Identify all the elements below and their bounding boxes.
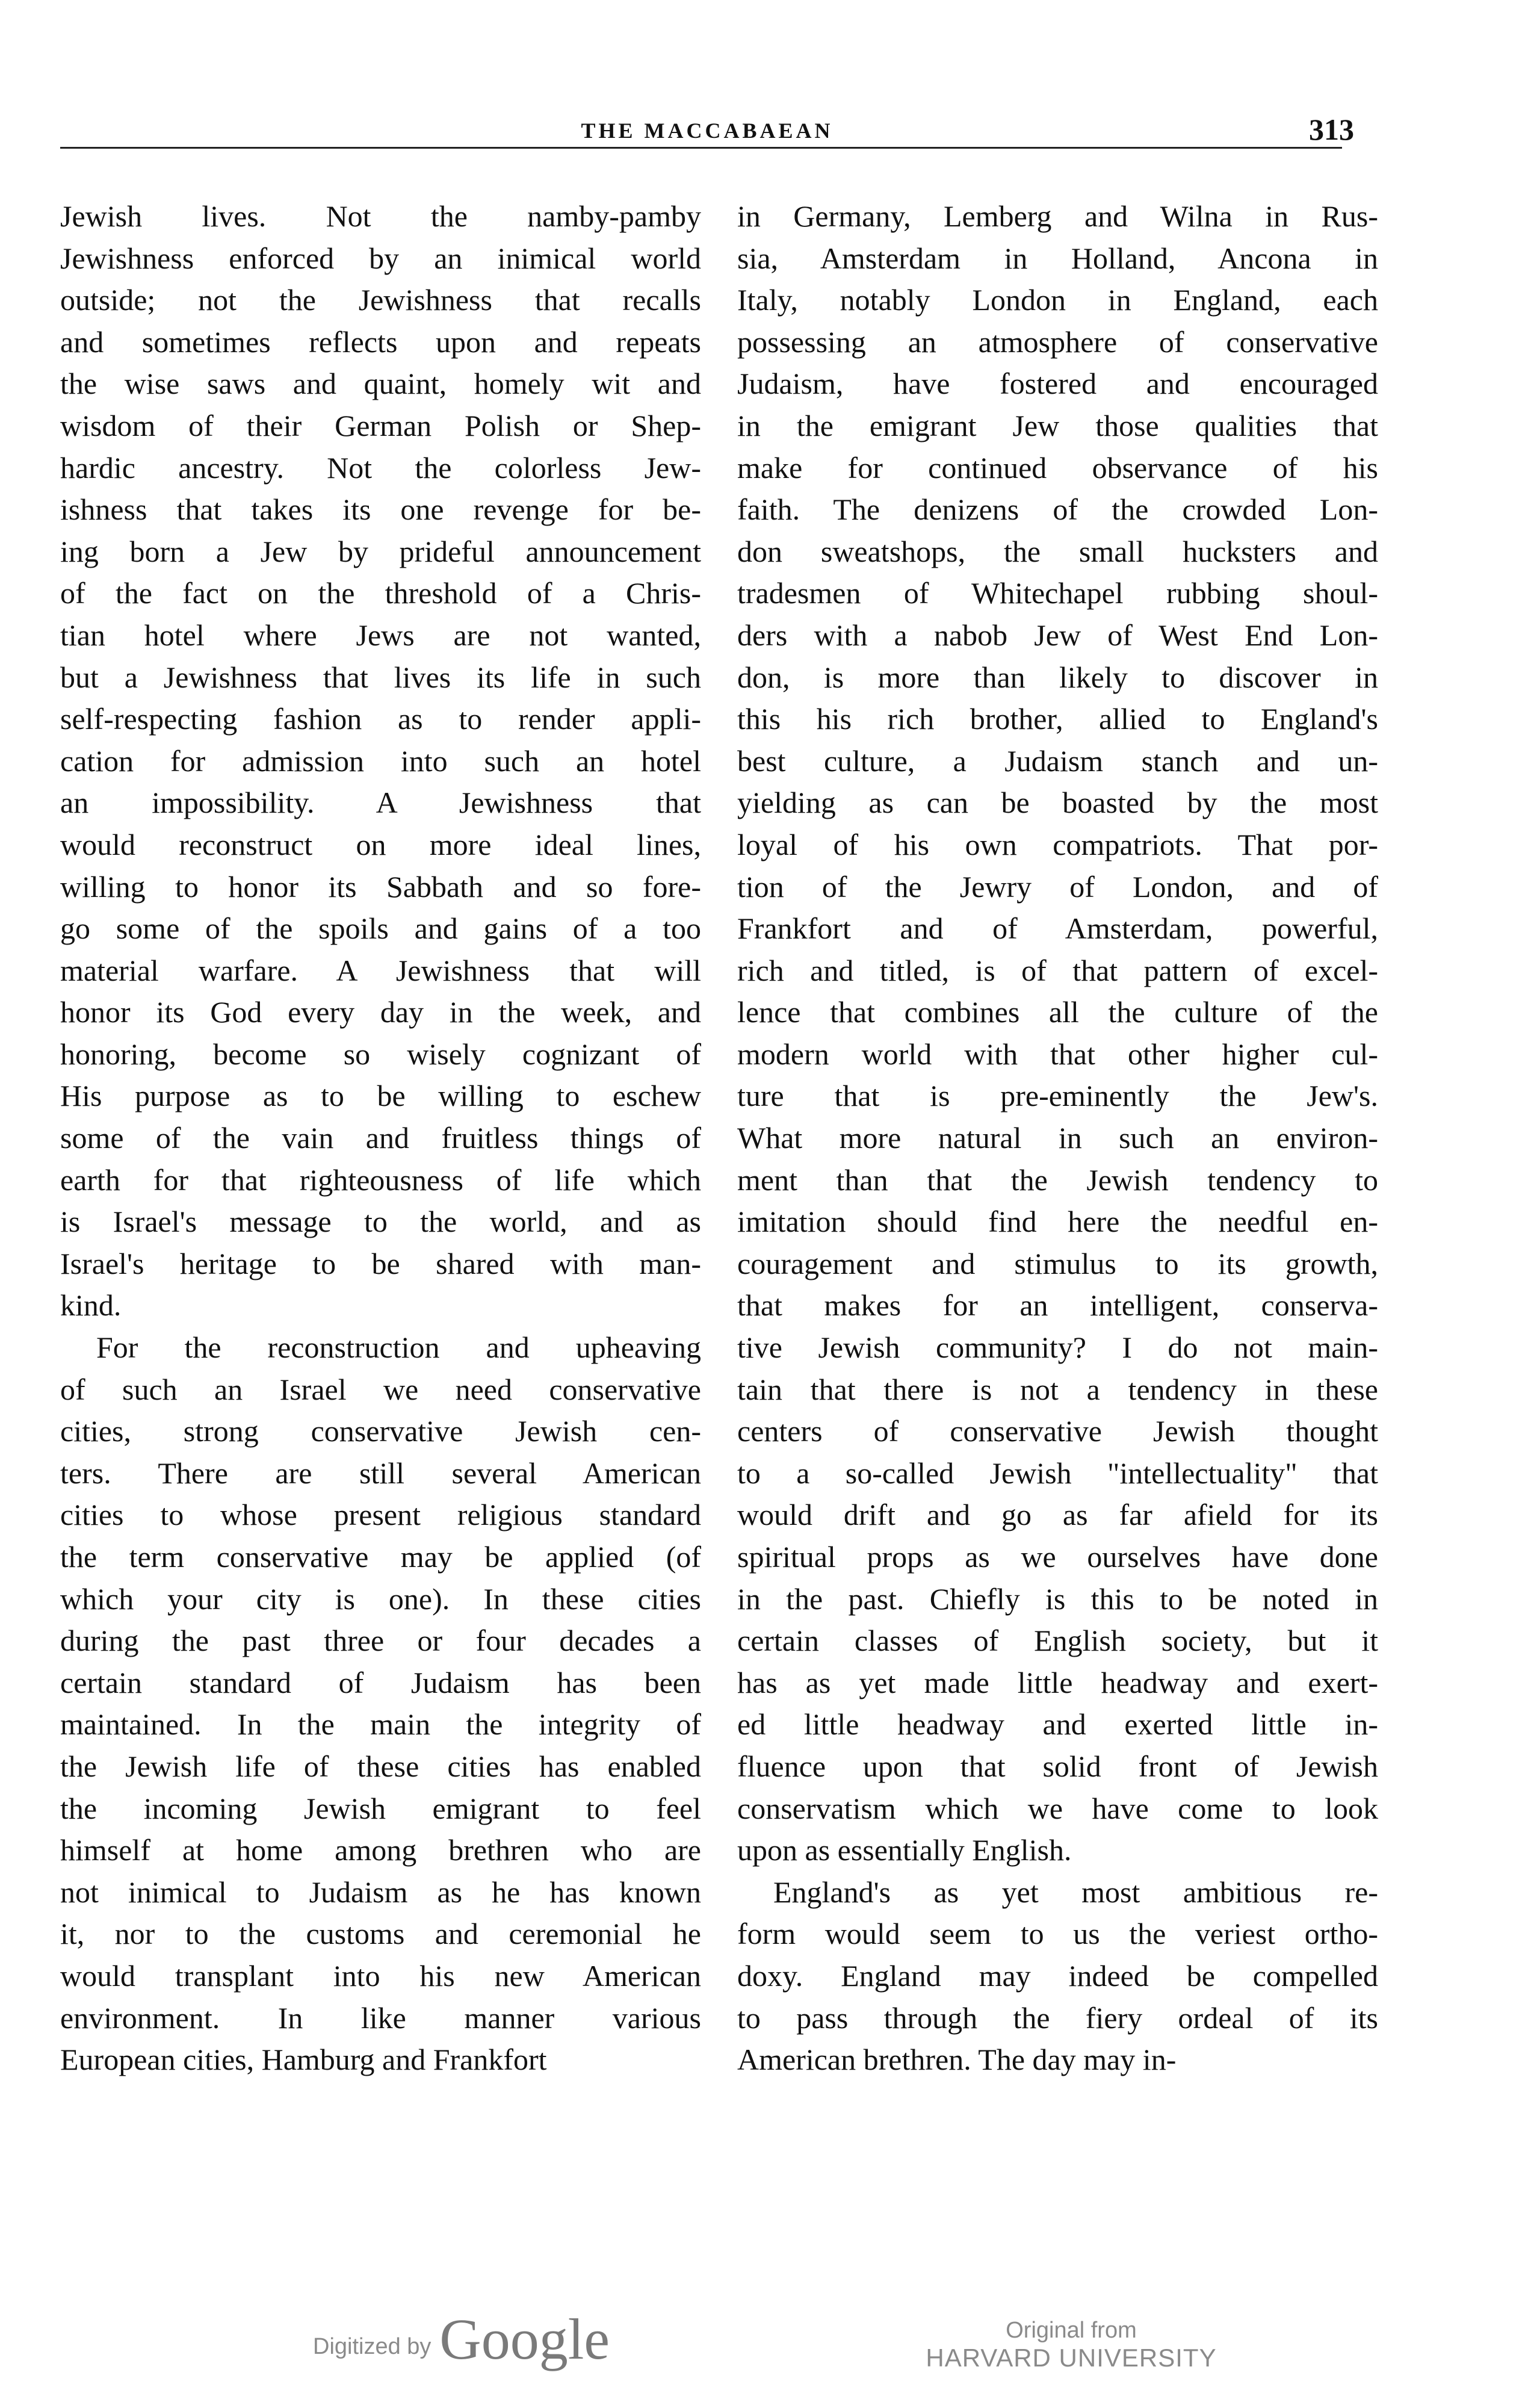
text-line: What more natural in such an environ-	[737, 1121, 1378, 1155]
text-line: in the past. Chiefly is this to be noted in	[737, 1581, 1378, 1616]
original-from-footer	[903, 2318, 1240, 2372]
text-line: which your city is one). In these cities	[60, 1581, 701, 1616]
text-line: that makes for an intelligent, conserva-	[737, 1288, 1378, 1323]
text-line: would reconstruct on more ideal lines,	[60, 827, 701, 861]
text-line: tradesmen of Whitechapel rubbing shoul-	[737, 576, 1378, 610]
text-line: Jewish lives. Not the namby-pamby	[60, 199, 701, 233]
text-line: is Israel's message to the world, and as	[60, 1205, 701, 1239]
original-from-label: Original from	[1006, 2318, 1137, 2343]
text-line: not inimical to Judaism as he has known	[60, 1875, 701, 1909]
page-number: 313	[1309, 113, 1354, 146]
text-line: make for continued observance of his	[737, 450, 1378, 485]
text-line: wisdom of their German Polish or Shep-	[60, 408, 701, 442]
text-line: to a so-called Jewish "intellectuality" that	[737, 1456, 1378, 1490]
text-line: Israel's heritage to be shared with man-	[60, 1246, 701, 1280]
text-line: couragement and stimulus to its growth,	[737, 1246, 1378, 1280]
text-line: and sometimes reflects upon and repeats	[60, 324, 701, 359]
text-line: an impossibility. A Jewishness that	[60, 786, 701, 820]
text-line: certain classes of English society, but it	[737, 1624, 1378, 1658]
text-line: tive Jewish community? I do not main-	[737, 1330, 1378, 1365]
text-line: self-respecting fashion as to render appli-	[60, 702, 701, 736]
text-line: to pass through the fiery ordeal of its	[737, 2000, 1378, 2035]
text-line: cities, strong conservative Jewish cen-	[60, 1414, 701, 1448]
text-line: doxy. England may indeed be compelled	[737, 1958, 1378, 1993]
text-line: faith. The denizens of the crowded Lon-	[737, 492, 1378, 527]
text-line: of such an Israel we need conservative	[60, 1372, 701, 1406]
text-line: during the past three or four decades a	[60, 1624, 701, 1658]
text-line: certain standard of Judaism has been	[60, 1665, 701, 1699]
text-line: tian hotel where Jews are not wanted,	[60, 618, 701, 652]
text-line: himself at home among brethren who are	[60, 1833, 701, 1867]
text-line: honor its God every day in the week, and	[60, 995, 701, 1029]
header-rule	[60, 147, 1342, 149]
text-line: form would seem to us the veriest ortho-	[737, 1917, 1378, 1951]
text-line: this his rich brother, allied to England's	[737, 702, 1378, 736]
text-line: fluence upon that solid front of Jewish	[737, 1749, 1378, 1783]
text-line: the wise saws and quaint, homely wit and	[60, 367, 701, 401]
text-line: would transplant into his new American	[60, 1958, 701, 1993]
institution-label: HARVARD UNIVERSITY	[926, 2344, 1217, 2372]
running-header	[60, 113, 1354, 154]
text-line: yielding as can be boasted by the most	[737, 786, 1378, 820]
text-line: it, nor to the customs and ceremonial he	[60, 1917, 701, 1951]
text-line: don sweatshops, the small hucksters and	[737, 534, 1378, 568]
text-line: spiritual props as we ourselves have done	[737, 1540, 1378, 1574]
google-logo: Google	[439, 2307, 610, 2371]
text-line: ters. There are still several American	[60, 1456, 701, 1490]
text-line: outside; not the Jewishness that recalls	[60, 283, 701, 317]
text-line: the incoming Jewish emigrant to feel	[60, 1791, 701, 1825]
text-line: environment. In like manner various	[60, 2000, 701, 2035]
text-line: England's as yet most ambitious re-	[773, 1875, 1378, 1909]
text-line: tion of the Jewry of London, and of	[737, 869, 1378, 904]
text-line: tain that there is not a tendency in these	[737, 1372, 1378, 1406]
text-line: ment than that the Jewish tendency to	[737, 1162, 1378, 1197]
text-line: in the emigrant Jew those qualities that	[737, 408, 1378, 442]
text-line: but a Jewishness that lives its life in such	[60, 660, 701, 694]
text-line: has as yet made little headway and exert-	[737, 1665, 1378, 1699]
right-column	[737, 196, 1378, 2081]
text-line: earth for that righteousness of life which	[60, 1162, 701, 1197]
text-line: the term conservative may be applied (of	[60, 1540, 701, 1574]
text-line: centers of conservative Jewish thought	[737, 1414, 1378, 1448]
text-line: hardic ancestry. Not the colorless Jew-	[60, 450, 701, 485]
text-line: honoring, become so wisely cognizant of	[60, 1037, 701, 1071]
digitized-by-label: Digitized by	[313, 2334, 431, 2359]
text-line: the Jewish life of these cities has enabled	[60, 1749, 701, 1783]
text-line: European cities, Hamburg and Frankfort	[60, 2043, 547, 2077]
text-line: in Germany, Lemberg and Wilna in Rus-	[737, 199, 1378, 233]
text-line: ders with a nabob Jew of West End Lon-	[737, 618, 1378, 652]
text-line: possessing an atmosphere of conservative	[737, 324, 1378, 359]
text-line: modern world with that other higher cul-	[737, 1037, 1378, 1071]
text-line: upon as essentially English.	[737, 1833, 1072, 1867]
text-line: ture that is pre-eminently the Jew's.	[737, 1079, 1378, 1113]
running-title: THE MACCABAEAN	[581, 119, 834, 143]
left-column	[60, 196, 701, 2081]
text-line: His purpose as to be willing to eschew	[60, 1079, 701, 1113]
text-line: lence that combines all the culture of the	[737, 995, 1378, 1029]
text-line: some of the vain and fruitless things of	[60, 1121, 701, 1155]
text-line: don, is more than likely to discover in	[737, 660, 1378, 694]
text-line: kind.	[60, 1288, 122, 1323]
text-line: American brethren. The day may in-	[737, 2043, 1177, 2077]
text-line: maintained. In the main the integrity of	[60, 1707, 701, 1742]
digitized-by-footer	[313, 2306, 610, 2372]
text-line: imitation should find here the needful en-	[737, 1205, 1378, 1239]
text-line: ed little headway and exerted little in-	[737, 1707, 1378, 1742]
text-line: of the fact on the threshold of a Chris-	[60, 576, 701, 610]
text-line: sia, Amsterdam in Holland, Ancona in	[737, 241, 1378, 275]
text-line: For the reconstruction and upheaving	[96, 1330, 701, 1365]
text-line: material warfare. A Jewishness that will	[60, 953, 701, 987]
text-line: Jewishness enforced by an inimical world	[60, 241, 701, 275]
text-line: ing born a Jew by prideful announcement	[60, 534, 701, 568]
text-line: Judaism, have fostered and encouraged	[737, 367, 1378, 401]
text-line: Frankfort and of Amsterdam, powerful,	[737, 911, 1378, 946]
text-line: cities to whose present religious standard	[60, 1498, 701, 1532]
text-line: best culture, a Judaism stanch and un-	[737, 743, 1378, 778]
text-line: willing to honor its Sabbath and so fore-	[60, 869, 701, 904]
text-line: rich and titled, is of that pattern of excel-	[737, 953, 1378, 987]
text-line: would drift and go as far afield for its	[737, 1498, 1378, 1532]
text-line: loyal of his own compatriots. That por-	[737, 827, 1378, 861]
text-line: cation for admission into such an hotel	[60, 743, 701, 778]
text-line: conservatism which we have come to look	[737, 1791, 1378, 1825]
text-line: ishness that takes its one revenge for be-	[60, 492, 701, 527]
text-line: Italy, notably London in England, each	[737, 283, 1378, 317]
text-line: go some of the spoils and gains of a too	[60, 911, 701, 946]
